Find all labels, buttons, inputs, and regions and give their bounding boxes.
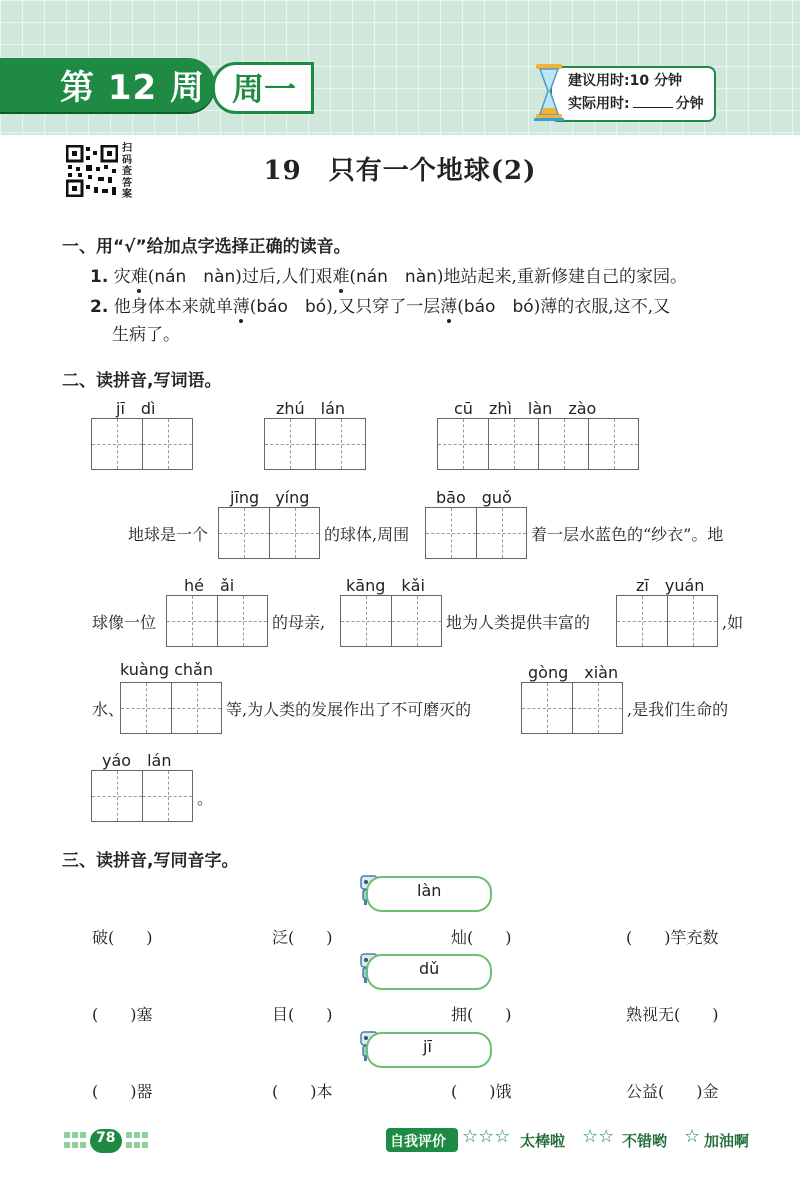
question-1 (90, 262, 687, 287)
writing-grid[interactable] (91, 418, 193, 470)
homophone-item[interactable]: 公益( )金 (626, 1082, 719, 1101)
pinyin-label: zhú lán (276, 399, 346, 418)
question-number: 1. (90, 267, 109, 287)
homophone-item[interactable]: ( )塞 (92, 1005, 153, 1024)
pinyin-options[interactable]: báo bó (256, 297, 327, 317)
qr-caption: 扫码查答案 (122, 143, 132, 200)
grid-cell[interactable] (92, 771, 142, 821)
grid-cell[interactable] (142, 419, 192, 469)
q2-dotted-char: 薄 (232, 297, 250, 317)
pinyin-label: gòng xiàn (528, 663, 619, 682)
bubble-pinyin: jī (423, 1037, 432, 1056)
bubble-pinyin: dǔ (419, 959, 440, 978)
section1-heading: 一、用“√”给加点字选择正确的读音。 (62, 237, 351, 257)
pinyin-label: zī yuán (636, 576, 705, 595)
writing-grid[interactable] (340, 595, 442, 647)
passage-text: ,是我们生命的 (627, 700, 729, 719)
grid-cell[interactable] (426, 508, 476, 558)
grid-cell[interactable] (341, 596, 391, 646)
passage-text: 地球是一个 (128, 525, 209, 544)
grid-cell[interactable] (488, 419, 538, 469)
grid-cell[interactable] (588, 419, 638, 469)
grid-cell[interactable] (217, 596, 267, 646)
pinyin-options[interactable]: nán nàn (355, 267, 437, 287)
grid-cell[interactable] (121, 683, 171, 733)
grid-cell[interactable] (142, 771, 192, 821)
hourglass-icon (532, 62, 566, 122)
pinyin-label: jīng yíng (230, 488, 310, 507)
grid-cell[interactable] (522, 683, 572, 733)
passage-text: 地为人类提供丰富的 (446, 613, 591, 632)
passage-text: 着一层水蓝色的“纱衣”。地 (531, 525, 724, 544)
pinyin-label: kāng kǎi (346, 576, 425, 595)
grid-cell[interactable] (438, 419, 488, 469)
q1-text: )地站起来,重新修建自己的家园。 (436, 267, 687, 287)
q1-paren: ( (147, 267, 155, 287)
bubble-pinyin: làn (417, 881, 442, 900)
q1-paren: ( (349, 267, 356, 287)
writing-grid[interactable] (218, 507, 320, 559)
grid-cell[interactable] (167, 596, 217, 646)
pinyin-options[interactable]: báo bó (463, 297, 534, 317)
grid-cell[interactable] (538, 419, 588, 469)
time-suggest: 建议用时:10 分钟 (568, 73, 682, 89)
section3-heading: 三、读拼音,写同音字。 (62, 851, 239, 871)
grid-cell[interactable] (476, 508, 526, 558)
grid-cell[interactable] (315, 419, 365, 469)
grid-cell[interactable] (391, 596, 441, 646)
time-actual-unit: 分钟 (675, 96, 704, 112)
pinyin-label: hé ǎi (184, 576, 235, 595)
grid-cell[interactable] (572, 683, 622, 733)
grid-cell[interactable] (617, 596, 667, 646)
passage-text: 的球体,周围 (324, 525, 410, 544)
pinyin-label: cū zhì làn zào (454, 399, 597, 418)
passage-text: 水、 (92, 700, 125, 719)
passage-text: 球像一位 (92, 613, 157, 632)
q1-text: 灾 (113, 267, 131, 287)
q2-text: 他身体本来就单 (113, 297, 233, 317)
star-icon[interactable]: ☆☆ (582, 1126, 615, 1147)
question-2-line2: 生病了。 (112, 325, 180, 345)
grid-cell[interactable] (92, 419, 142, 469)
pinyin-label: bāo guǒ (436, 488, 512, 507)
q2-text: )薄的衣服,这不,又 (533, 297, 671, 317)
homophone-item[interactable]: 灿( ) (451, 928, 512, 947)
q2-dotted-char: 薄 (440, 297, 458, 317)
rating-label: 太棒啦 (520, 1132, 566, 1150)
pinyin-label: jī dì (116, 399, 156, 418)
question-number: 2. (90, 297, 109, 317)
passage-text: 。 (197, 789, 214, 808)
self-eval-label: 自我评价 (390, 1134, 446, 1150)
writing-grid[interactable] (425, 507, 527, 559)
homophone-item[interactable]: 泛( ) (272, 928, 333, 947)
q2-paren: ( (249, 297, 257, 317)
pinyin-options[interactable]: nán nàn (154, 267, 236, 287)
writing-grid[interactable] (616, 595, 718, 647)
homophone-item[interactable]: ( )竽充数 (626, 928, 719, 947)
writing-grid[interactable] (91, 770, 193, 822)
grid-cell[interactable] (269, 508, 319, 558)
q1-dotted-char: 难 (130, 267, 148, 287)
rating-label: 加油啊 (704, 1132, 750, 1150)
section2-heading: 二、读拼音,写词语。 (62, 371, 222, 391)
q2-paren: ( (457, 297, 464, 317)
week-label: 第 12 周 (60, 68, 205, 108)
grid-cell[interactable] (667, 596, 717, 646)
lesson-title: 19 只有一个地球(2) (263, 156, 537, 186)
homophone-item[interactable]: 熟视无( ) (626, 1005, 719, 1024)
homophone-item[interactable]: 破( ) (92, 928, 153, 947)
writing-grid[interactable] (437, 418, 639, 470)
q2-text: ),又只穿了一层 (326, 297, 441, 317)
passage-text: ,如 (722, 613, 744, 632)
passage-text: 等,为人类的发展作出了不可磨灭的 (226, 700, 472, 719)
time-blank[interactable] (633, 95, 673, 108)
writing-grid[interactable] (521, 682, 623, 734)
page-number: 78 (96, 1130, 116, 1146)
homophone-item[interactable]: 目( ) (272, 1005, 333, 1024)
homophone-item[interactable]: ( )本 (272, 1082, 333, 1101)
homophone-item[interactable]: 拥( ) (451, 1005, 512, 1024)
passage-text: 的母亲, (272, 613, 326, 632)
day-label: 周一 (232, 70, 297, 108)
star-icon[interactable]: ☆☆☆ (462, 1126, 511, 1147)
rating-label: 不错哟 (622, 1132, 668, 1150)
pinyin-label: kuàng chǎn (120, 660, 213, 679)
homophone-item[interactable]: ( )器 (92, 1082, 153, 1101)
grid-cell[interactable] (219, 508, 269, 558)
star-icon[interactable]: ☆ (684, 1126, 701, 1147)
time-actual (568, 93, 704, 113)
q1-dotted-char: 难 (332, 267, 350, 287)
writing-grid[interactable] (264, 418, 366, 470)
grid-cell[interactable] (171, 683, 221, 733)
grid-cell[interactable] (265, 419, 315, 469)
q1-text: )过后,人们艰 (235, 267, 333, 287)
writing-grid[interactable] (166, 595, 268, 647)
homophone-item[interactable]: ( )饿 (451, 1082, 512, 1101)
time-actual-label: 实际用时: (568, 96, 630, 112)
question-2 (90, 292, 670, 317)
writing-grid[interactable] (120, 682, 222, 734)
pinyin-label: yáo lán (102, 751, 172, 770)
